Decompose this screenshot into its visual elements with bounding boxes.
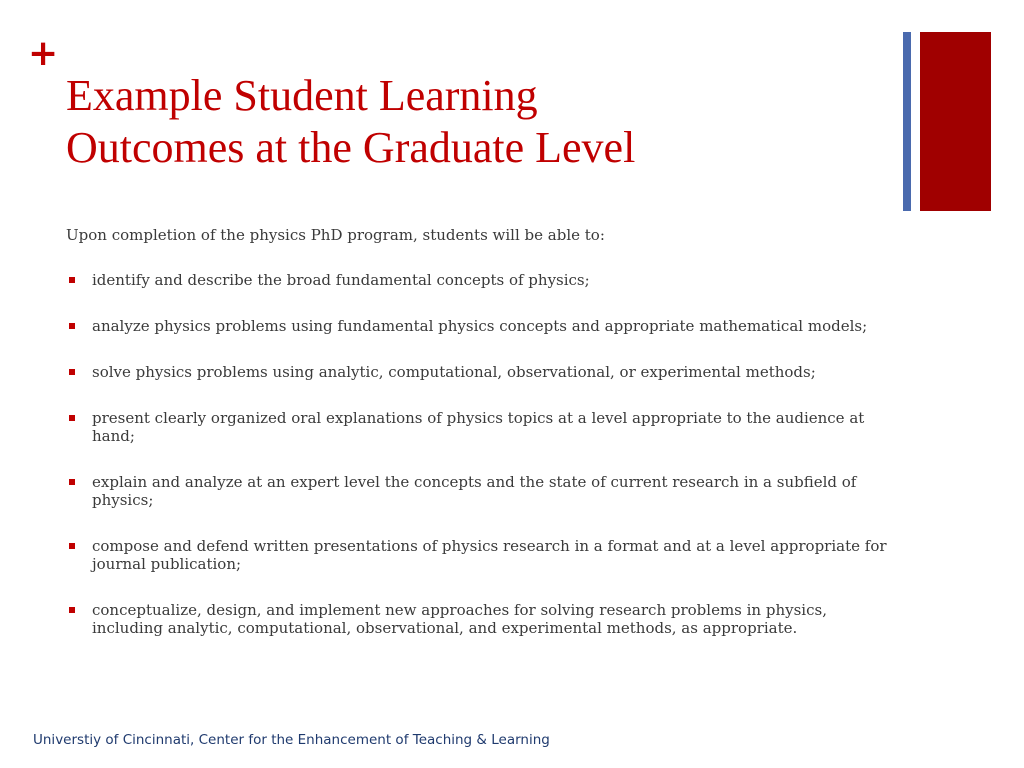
list-item: [66, 537, 896, 573]
list-item: [66, 601, 896, 637]
outcome-text: explain and analyze at an expert level the concepts and the state of current research in a subfield of physics;: [92, 473, 857, 509]
plus-icon: +: [28, 33, 59, 74]
outcome-text: conceptualize, design, and implement new approaches for solving research problems in physics, including analytic, computational, observational, and experimental methods, as appropriate.: [92, 601, 827, 637]
slide-title: [66, 70, 886, 174]
outcome-text: identify and describe the broad fundamental concepts of physics;: [92, 271, 590, 289]
accent-bar-red: [920, 32, 991, 211]
bullet-square-icon: [69, 479, 75, 485]
slide-title-line-1: Example Student Learning: [66, 71, 538, 120]
bullet-square-icon: [69, 369, 75, 375]
list-item: [66, 271, 896, 289]
outcome-text: solve physics problems using analytic, computational, observational, or experimental methods;: [92, 363, 816, 381]
intro-text: Upon completion of the physics PhD program, students will be able to:: [66, 226, 605, 244]
outcome-text: compose and defend written presentations of physics research in a format and at a level appropriate for journal publication;: [92, 537, 887, 573]
bullet-square-icon: [69, 543, 75, 549]
list-item: [66, 317, 896, 335]
footer-text: Universtiy of Cincinnati, Center for the Enhancement of Teaching & Learning: [33, 732, 550, 748]
outcome-text: analyze physics problems using fundamental physics concepts and appropriate mathematical models;: [92, 317, 868, 335]
bullet-square-icon: [69, 607, 75, 613]
list-item: [66, 473, 896, 509]
outcomes-list: [66, 271, 896, 665]
bullet-square-icon: [69, 323, 75, 329]
list-item: [66, 409, 896, 445]
slide-title-line-2: Outcomes at the Graduate Level: [66, 123, 636, 172]
outcome-text: present clearly organized oral explanations of physics topics at a level appropriate to the audience at hand;: [92, 409, 865, 445]
accent-bar-blue: [903, 32, 911, 211]
list-item: [66, 363, 896, 381]
bullet-square-icon: [69, 277, 75, 283]
bullet-square-icon: [69, 415, 75, 421]
